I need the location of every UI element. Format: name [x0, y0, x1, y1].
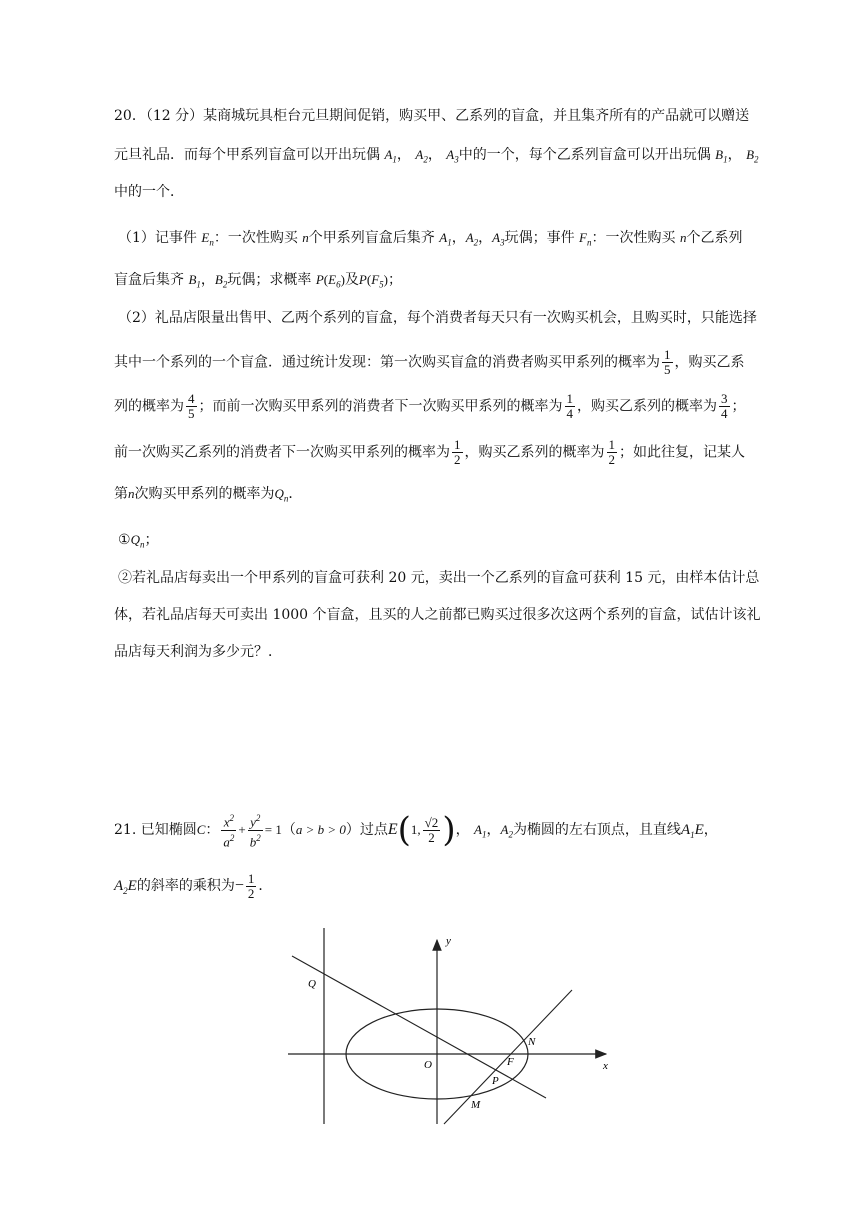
fraction-sqrt2-over-2: $\frac{√2}{2}$: [424, 814, 439, 845]
math-A3: $A_3$: [446, 147, 459, 165]
q20-intro-line1: 20．（12 分）某商城玩具柜台元旦期间促销，购买甲、乙系列的盲盒，并且集齐所有的产品就可以赠送: [114, 108, 750, 124]
math-B2: $B_2$: [746, 147, 759, 165]
math-PF5: P: [358, 272, 367, 287]
math-n: n: [302, 230, 309, 245]
fraction-y2-b2: $\frac{y^2}{b^2}$: [249, 813, 261, 849]
math-B1: $B_1$: [715, 147, 728, 165]
q20-part1-line1: （1）记事件 $E_n$：一次性购买 n个甲系列盲盒后集齐 $A_1$，$A_2$，$A_3$玩偶；事件 $F_n$：一次性购买 n个乙系列: [118, 230, 743, 248]
q20-sub2-line1: ②若礼品店每卖出一个甲系列的盲盒可获利 20 元，卖出一个乙系列的盲盒可获利 15 元，由样本估计总: [118, 570, 760, 586]
fraction-four-fifths: $\frac{4}{5}$: [188, 391, 195, 421]
fraction-one-half-a: $\frac{1}{2}$: [454, 437, 461, 467]
fraction-neg-half: $\frac{1}{2}$: [247, 870, 255, 901]
math-En: $E_n$: [201, 230, 214, 248]
line-QP: [292, 956, 546, 1098]
q20-sub2-line2: 体，若礼品店每天可卖出 1000 个盲盒，且买的人之前都已购买过很多次这两个系列的盲盒，试估计该礼: [114, 607, 761, 623]
fraction-one-half-b: $\frac{1}{2}$: [608, 437, 615, 467]
fraction-three-quarters: $\frac{3}{4}$: [721, 391, 728, 421]
label-N: N: [528, 1036, 536, 1048]
q20-text: 元旦礼品．而每个甲系列盲盒可以开出玩偶: [114, 147, 380, 163]
label-Q: Q: [308, 978, 316, 990]
label-P: P: [492, 1075, 499, 1087]
q20-sub2-line3: 品店每天利润为多少元？．: [114, 644, 282, 660]
q20-part2-line3: 列的概率为 $\frac{4}{5}$ ；而前一次购买甲系列的消费者下一次购买甲系列的概率为 $\frac{1}{4}$ ，购买乙系列的概率为 $\frac{3}{4}$ ；: [114, 391, 746, 421]
q20-intro-line2: 元旦礼品．而每个甲系列盲盒可以开出玩偶 $A_1$， $A_2$， $A_3$中的一个，每个乙系列盲盒可以开出玩偶 $B_1$， $B_2$: [114, 147, 759, 165]
label-O: O: [424, 1059, 432, 1071]
math-Fn: $F_n$: [579, 230, 592, 248]
fraction-one-fifth: $\frac{1}{5}$: [664, 347, 671, 377]
label-y: y: [446, 935, 451, 947]
ellipse-figure: [288, 928, 618, 1128]
fraction-x2-a2: $\frac{x^2}{a^2}$: [223, 813, 235, 849]
label-F: F: [507, 1056, 514, 1068]
q21-line1: 21. 已知椭圆C： $\frac{x^2}{a^2}$ + $\frac{y^2}{b^2}$ = 1（a > b > 0）过点E(1, $\frac{√2}{2}$ )， $A_1$，$A_2$为椭圆的左右顶点，且直线$A_1E$，: [114, 810, 718, 850]
q20-part2-line1: （2）礼品店限量出售甲、乙两个系列的盲盒，每个消费者每天只有一次购买机会，且购买时，只能选择: [118, 310, 757, 326]
label-x: x: [603, 1060, 608, 1072]
q20-part1-line2: 盲盒后集齐 $B_1$，$B_2$玩偶；求概率 $P(E_6)$及$P(F_5)$；: [114, 272, 402, 290]
math-Qn: $Q_n$: [274, 486, 289, 504]
q20-part2-line2: 其中一个系列的一个盲盒．通过统计发现：第一次购买盲盒的消费者购买甲系列的概率为 $\frac{1}{5}$ ，购买乙系: [114, 347, 745, 377]
label-M: M: [471, 1099, 481, 1111]
math-PE6: P: [315, 272, 324, 287]
math-A1: $A_1$: [384, 147, 397, 165]
math-A2: $A_2$: [415, 147, 428, 165]
q20-part2-line5: 第n次购买甲系列的概率为$Q_n$．: [114, 486, 303, 504]
q20-part2-line4: 前一次购买乙系列的消费者下一次购买甲系列的概率为 $\frac{1}{2}$ ，购买乙系列的概率为 $\frac{1}{2}$ ；如此往复，记某人: [114, 437, 745, 467]
fraction-one-quarter: $\frac{1}{4}$: [566, 391, 573, 421]
q20-intro-line3: 中的一个．: [114, 184, 184, 200]
q21-line2: $A_2E$的斜率的乘积为− $\frac{1}{2}$ ．: [114, 870, 273, 901]
q20-sub1: $①Q_n$；: [118, 532, 159, 550]
